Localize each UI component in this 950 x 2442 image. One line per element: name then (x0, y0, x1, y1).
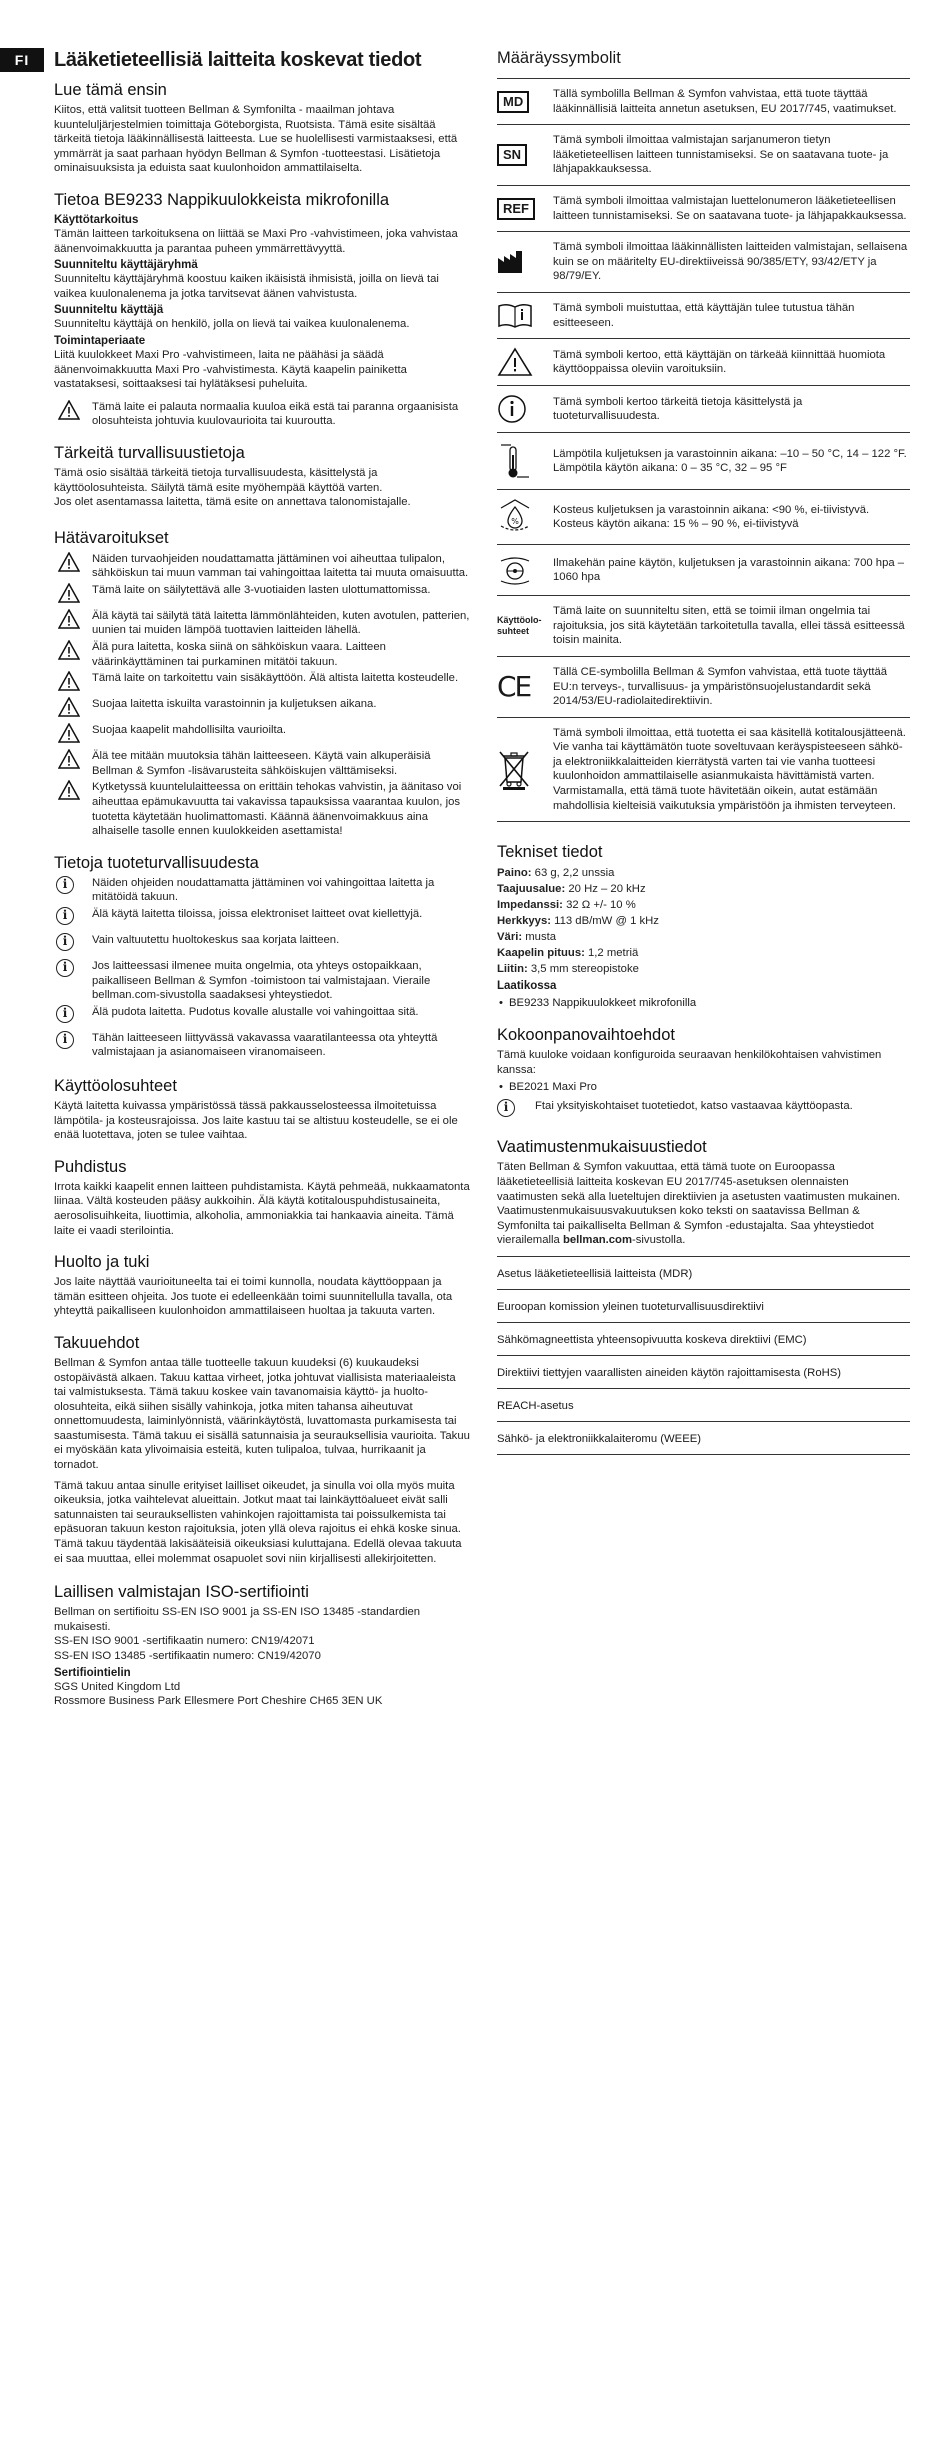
symbol-row (497, 185, 910, 231)
info-icon: i (56, 1005, 74, 1023)
compliance-item: Sähkö- ja elektroniikkalaiteromu (WEEE) (497, 1421, 910, 1455)
symbol-description: Tämä laite on suunniteltu siten, että se toimii ilman ongelmia tai rajoituksia, jos sitä käytetään tarkoitetulla tavalla, ellei tässä esitteessä toisin mainita. (553, 605, 905, 647)
principle-heading: Toimintaperiaate (54, 334, 146, 347)
principle-text: Liitä kuulokkeet Maxi Pro -vahvistimeen, laita ne päähäsi ja säädä äänenvoimakkuutta Maxi Pro -vahvistimesta. Käytä kaapelin painiketta vastataksesi, soittaaksesi tai hylätäksesi puheluita. (54, 348, 407, 391)
user-group-text: Suunniteltu käyttäjäryhmä koostuu kaiken ikäisistä ihmisistä, joilla on lievä tai vaikea kuulonalenema ja jotka tarvitsevat äänen vahvistusta. (54, 273, 439, 300)
product-safety-item: i Jos laitteessasi ilmenee muita ongelmia, ota yhteys ostopaikkaan, paikalliseen Bellman & Symfon -toimistoon tai valmistajaan. Vieraile bellman.com-sivustolla saadaksesi yhteystiedot. (54, 959, 470, 1003)
right-column (497, 48, 910, 1455)
product-safety-item: i Näiden ohjeiden noudattamatta jättäminen voi vahingoittaa laitetta ja mitätöidä takuun. (54, 876, 470, 905)
warning-triangle-icon (54, 749, 84, 773)
symbols-table (497, 78, 910, 822)
usage-conditions-icon: Käyttöolo-suhteet (497, 615, 542, 637)
purpose-heading: Käyttötarkoitus (54, 213, 139, 226)
symbol-row (497, 432, 910, 489)
temperature-icon (497, 441, 531, 481)
info-icon: i (56, 907, 74, 925)
symbol-description: Ilmakehän paine käytön, kuljetuksen ja varastoinnin aikana: 700 hpa – 1060 hpa (553, 556, 905, 584)
hazard-item: Suojaa laitetta iskuilta varastoinnin ja kuljetuksen aikana. (54, 697, 470, 721)
symbol-row (497, 292, 910, 338)
usage-text: Käytä laitetta kuivassa ympäristössä tässä pakkausselosteessa ilmoitetuissa lämpötila- ja kosteusrajoissa. Jos laite kastuu tai se altistuu kosteudelle, se ei ole enää luotettava, joten se tulee vaihtaa. (54, 1099, 458, 1142)
warning-triangle-icon (54, 609, 84, 633)
cleaning-text: Irrota kaikki kaapelit ennen laitteen puhdistamista. Käytä pehmeää, nukkaamatonta liinaa. Vältä kosteuden pääsy aukkoihin. Älä käytä kotitalouspuhdistusaineita, aerosolisuihkeita, liuottimia, alkoholia, ammoniakkia tai hankaavia aineita. Tämä laite ei vaadi sterilointia. (54, 1180, 470, 1237)
symbol-description: Tällä CE-symbolilla Bellman & Symfon vahvistaa, että tuote täyttää EU:n terveys-, turvallisuus- ja ympäristönsuojelustandardit sekä 2014/53/EU-radiolaitedirektiivin. (553, 665, 888, 708)
symbol-row (497, 595, 910, 656)
hazard-list (54, 552, 470, 839)
warning-triangle-icon (54, 583, 84, 607)
symbol-row (497, 231, 910, 292)
warranty-text-1: Bellman & Symfon antaa tälle tuotteelle takuun kuudeksi (6) kuukaudeksi ostopäivästä alkaen. Takuu kattaa virheet, jotka johtuvat viallisista materiaaleista tai valmistuksesta. Tämä takuu koskee vain tavanomaisia käyttö- ja huolto-olosuhteita, eikä siihen sisälly vahinkoja, jotka miten tahansa aiheutuvat onnettomuudesta, laiminlyönnistä, väärinkäytöstä, luvattomasta purkamisesta tai saastumisesta. Tämä takuu ei sisällä satunnaisia ja seurauksellisia vaurioita. Takuu ei myöskään kata ylivoimaisia esteitä, kuten tulipaloa, tulvaa, hurrikaanit ja tornadot. (54, 1356, 470, 1472)
weee-bin-icon (497, 748, 531, 790)
compliance-text: Täten Bellman & Symfon vakuuttaa, että tämä tuote on Euroopassa lääketieteellisiä laitteita koskevan EU 2017/745-asetuksen olennaisten vaatimusten sekä alla lueteltujen direktiivien ja asetusten vaatimusten mukainen. Vaatimustenmukaisuusvakuutuksen koko teksti on saatavissa Bellman & Symfonilta tai paikalliselta Bellman & Symfon -edustajalta. Saa yhteystiedot vierailemalla bellman.com-sivustolla. (497, 1161, 901, 1247)
info-icon (497, 394, 527, 424)
product-safety-item: i Vain valtuutettu huoltokeskus saa korjata laitteen. (54, 933, 470, 957)
warning-triangle-icon (54, 697, 84, 721)
product-info-heading: Tietoa BE9233 Nappikuulokkeista mikrofonilla (54, 190, 390, 209)
spec-frequency: Taajuusalue: 20 Hz – 20 kHz (497, 883, 646, 896)
cert-body-heading: Sertifiointielin (54, 1666, 131, 1679)
iso-text-2: SS-EN ISO 9001 -sertifikaatin numero: CN19/42071 (54, 1635, 315, 1648)
safety-text-2: Jos olet asentamassa laitetta, tämä esite on annettava talonomistajalle. (54, 496, 411, 509)
symbol-row (497, 489, 910, 544)
spec-impedance: Impedanssi: 32 Ω +/- 10 % (497, 899, 636, 912)
in-box-heading: Laatikossa (497, 980, 557, 993)
in-box-item: • BE9233 Nappikuulokkeet mikrofonilla (497, 995, 910, 1011)
safety-text-1: Tämä osio sisältää tärkeitä tietoja turvallisuudesta, käsittelystä ja käyttöolosuhteista. Säilytä tämä esite myöhempää käyttöä varten. (54, 466, 383, 494)
warning-triangle-icon (54, 640, 84, 664)
info-icon: i (56, 876, 74, 894)
spec-connector: Liitin: 3,5 mm stereopistoke (497, 963, 639, 976)
compliance-item: Euroopan komission yleinen tuoteturvallisuusdirektiivi (497, 1289, 910, 1322)
symbol-description: Tämä symboli ilmoittaa, että tuotetta ei saa käsitellä kotitalousjätteenä. Vie vanha tai käyttämätön tuote soveltuvaan keräyspisteeseen sähkö- ja elektroniikkalaitteiden kierrätystä varten tai vie vanha tuotteesi kuulonhoidon ammattilaiselle asianmukaista hävittämistä varten. Varmistamalla, että tämä tuote hävitetään oikein, autat estämään mahdollisia kielteisiä vaikutuksia ympäristöön ja ihmisten terveyteen. (553, 726, 906, 812)
hazards-heading: Hätävaroitukset (54, 528, 169, 547)
sn-symbol-icon: SN (497, 144, 527, 166)
compliance-item: Asetus lääketieteellisiä laitteista (MDR) (497, 1256, 910, 1289)
warning-triangle-icon (54, 780, 84, 804)
ce-mark-icon: CE (497, 670, 531, 704)
svg-text:%: % (511, 517, 519, 527)
left-column (54, 48, 470, 1709)
symbol-description: Tämä symboli kertoo tärkeitä tietoja käsittelystä ja tuoteturvallisuudesta. (553, 395, 803, 423)
warning-triangle-icon (54, 723, 84, 747)
symbol-row (497, 656, 910, 717)
hazard-item: Tämä laite on tarkoitettu vain sisäkäyttöön. Älä altista laitetta kosteudelle. (54, 671, 470, 695)
hazard-item: Tämä laite on säilytettävä alle 3-vuotiaiden lasten ulottumattomissa. (54, 583, 470, 607)
warning-triangle-icon (54, 552, 84, 576)
hazard-item: Suojaa kaapelit mahdollisilta vaurioilta. (54, 723, 470, 747)
product-safety-heading: Tietoja tuoteturvallisuudesta (54, 853, 259, 872)
language-tab: FI (0, 48, 44, 72)
intended-user-text: Suunniteltu käyttäjä on henkilö, jolla on lievä tai vaikea kuulonalenema. (54, 318, 410, 331)
config-text: Tämä kuuloke voidaan konfiguroida seuraavan henkilökohtaisen vahvistimen kanssa: (497, 1049, 882, 1076)
info-icon: i (56, 933, 74, 951)
symbol-row (497, 385, 910, 432)
config-item: • BE2021 Maxi Pro (497, 1079, 910, 1095)
md-symbol-icon: MD (497, 91, 529, 113)
spec-cable: Kaapelin pituus: 1,2 metriä (497, 947, 639, 960)
warranty-heading: Takuuehdot (54, 1333, 140, 1352)
warning-triangle-icon (54, 671, 84, 695)
safety-heading: Tärkeitä turvallisuustietoja (54, 443, 245, 462)
cleaning-heading: Puhdistus (54, 1157, 127, 1176)
hearing-warning: Tämä laite ei palauta normaalia kuuloa eikä estä tai paranna orgaanisista olosuhteista johtuvia kuulovaurioita tai kuuroutta. (54, 400, 470, 429)
page-title: Lääketieteellisiä laitteita koskevat tiedot (54, 49, 422, 71)
symbol-description: Kosteus kuljetuksen ja varastoinnin aikana: <90 %, ei-tiivistyvä. Kosteus käytön aikana: 15 % – 90 %, ei-tiivistyvä (553, 503, 870, 531)
iso-text-1: Bellman on sertifioitu SS-EN ISO 9001 ja SS-EN ISO 13485 -standardien mukaisesti. (54, 1606, 421, 1633)
user-group-heading: Suunniteltu käyttäjäryhmä (54, 259, 198, 272)
read-first-body: Kiitos, että valitsit tuotteen Bellman & Symfonilta - maailman johtava kuunteluljärjestelmien toimittaja Göteborgista, Ruotsista. Tämä esite sisältää tärkeitä tietoja lääkinnällisestä laitteesta. Lue se huolellisesti varmistaaksesi, että ymmärrät ja saat parhaan hyödyn Bellman & Symfon -tuotteestasi. Lisätietoja ominaisuuksista ja eduista saat kuulonhoidon ammattilaiselta. (54, 104, 458, 175)
symbol-description: Tämä symboli ilmoittaa lääkinnällisten laitteiden valmistajan, sellaisena kuin se on määritelty EU-direktiiveissä 90/385/ETY, 93/42/ETY ja 98/79/EY. (553, 241, 908, 283)
symbol-row (497, 124, 910, 185)
warranty-text-2: Tämä takuu antaa sinulle erityiset lailliset oikeudet, ja sinulla voi olla myös muita oikeuksia, jotka vaihtelevat alueittain. Jotkut maat tai lainkäyttöalueet eivät salli satunnaisten tai seurauksellisten vahinkojen rajoittamista tai poissulkemista tai epäsuoran takuun keston rajoituksia, joten yllä oleva rajoitus ei ehkä koske sinua. Tämä takuu täydentää lakisääteisiä oikeuksiasi kuluttajana. Edellä olevaa takuuta ei saa muuttaa, ellei molemmat osapuolet sovi niin kirjallisesti allekirjoitetten. (54, 1479, 462, 1565)
hazard-item: Älä tee mitään muutoksia tähän laitteeseen. Käytä vain alkuperäisiä Bellman & Symfon -lisävarusteita sähköiskujen välttämiseksi. (54, 749, 470, 778)
compliance-item: Direktiivi tiettyjen vaarallisten aineiden käytön rajoittamisesta (RoHS) (497, 1355, 910, 1388)
hazard-item: Näiden turvaohjeiden noudattamatta jättäminen voi aiheuttaa tulipalon, sähköiskun tai muun vamman tai vahingoittaa laitetta tai muuta omaisuutta. (54, 552, 470, 581)
pressure-icon (497, 553, 533, 587)
symbol-row (497, 717, 910, 823)
product-safety-item: i Tähän laitteeseen liittyvässä vakavassa vaaratilanteessa ota yhteyttä valmistajaan ja asianomaiseen viranomaiseen. (54, 1031, 470, 1060)
intended-user-heading: Suunniteltu käyttäjä (54, 304, 164, 317)
symbol-description: Tämä symboli muistuttaa, että käyttäjän tulee tutustua tähän esitteeseen. (553, 301, 855, 329)
spec-sensitivity: Herkkyys: 113 dB/mW @ 1 kHz (497, 915, 659, 928)
info-icon: i (56, 1031, 74, 1049)
symbol-row (497, 544, 910, 595)
symbol-description: Tämä symboli ilmoittaa valmistajan sarjanumeron tietyn lääketieteellisen laitteen tunnistamiseksi. Se on saatavana tuote- ja lähjapakkauksessa. (553, 134, 889, 176)
iso-heading: Laillisen valmistajan ISO-sertifiointi (54, 1583, 309, 1602)
service-heading: Huolto ja tuki (54, 1253, 150, 1272)
symbols-heading: Määräyssymbolit (497, 49, 621, 67)
product-safety-list (54, 876, 470, 1060)
bellman-link[interactable]: bellman.com (562, 1234, 632, 1247)
compliance-list (497, 1256, 910, 1455)
product-safety-item: i Älä käytä laitetta tiloissa, joissa elektroniset laitteet ovat kiellettyjä. (54, 907, 470, 931)
read-first-heading: Lue tämä ensin (54, 81, 167, 99)
hazard-item: Kytketyssä kuuntelulaitteessa on erittäin tehokas vahvistin, ja äänitaso voi aiheuttaa epämukavuutta tai vakavissa tapauksissa vaarantaa kuulon, jos tuotetta käytetään huolimattomasti. Käännä äänenvoimakkuus aina alhaiselle tasolle ennen kuulokkeiden asettamista! (54, 780, 470, 838)
compliance-item: Sähkömagneettista yhteensopivuutta koskeva direktiivi (EMC) (497, 1322, 910, 1355)
symbol-row (497, 78, 910, 124)
spec-weight: Paino: 63 g, 2,2 unssia (497, 867, 615, 880)
tech-specs (497, 865, 910, 1011)
symbol-description: Tällä symbolilla Bellman & Symfon vahvistaa, että tuote täyttää lääkinnällisiä laitteita annetun asetuksen, EU 2017/745, vaatimukset. (553, 88, 897, 115)
usage-heading: Käyttöolosuhteet (54, 1076, 177, 1095)
config-note: i Ftai yksityiskohtaiset tuotetiedot, katso vastaavaa käyttöopasta. (497, 1099, 910, 1123)
manufacturer-icon (497, 250, 531, 274)
humidity-icon (497, 498, 533, 536)
tech-heading: Tekniset tiedot (497, 843, 603, 862)
ref-symbol-icon: REF (497, 198, 535, 220)
product-safety-item: i Älä pudota laitetta. Pudotus kovalle alustalle voi vahingoittaa sitä. (54, 1005, 470, 1029)
service-text: Jos laite näyttää vaurioituneelta tai ei toimi kunnolla, noudata käyttöoppaan ja tämän esitteen ohjeita. Jos tuote ei edelleenkään toimi suunnitellulla tavalla, ota yhteyttä paikalliseen kuulonhoidon ammattilaiseen huoltaa ja takuuta varten. (54, 1276, 453, 1318)
config-heading: Kokoonpanovaihtoehdot (497, 1026, 675, 1045)
cert-body-address: Rossmore Business Park Ellesmere Port Cheshire CH65 3EN UK (54, 1695, 383, 1708)
info-icon: i (56, 959, 74, 977)
info-icon: i (497, 1099, 515, 1117)
symbol-description: Tämä symboli ilmoittaa valmistajan luettelonumeron lääketieteellisen laitteen tunnistamiseksi. Se on saatavana tuote- ja lähjapakkauksessa. (553, 194, 907, 222)
warning-triangle-icon (54, 400, 84, 424)
iso-text-3: SS-EN ISO 13485 -sertifikaatin numero: CN19/42070 (54, 1650, 321, 1662)
cert-body-name: SGS United Kingdom Ltd (54, 1680, 181, 1693)
hazard-item: Älä pura laitetta, koska siinä on sähköiskun vaara. Laitteen väärinkäyttäminen tai purkaminen mitätöi takuun. (54, 640, 470, 669)
compliance-heading: Vaatimustenmukaisuustiedot (497, 1138, 707, 1157)
symbol-row (497, 338, 910, 385)
caution-icon (497, 347, 533, 377)
purpose-text: Tämän laitteen tarkoituksena on liittää se Maxi Pro -vahvistimeen, joka vahvistaa äänenvoimakkuutta ja parantaa puheen ymmärrettävyyttä. (54, 227, 458, 255)
symbol-description: Lämpötila kuljetuksen ja varastoinnin aikana: –10 – 50 °C, 14 – 122 °F. Lämpötila käytön aikana: 0 – 35 °C, 32 – 95 °F (553, 447, 907, 475)
consult-instructions-icon (497, 303, 533, 329)
compliance-item: REACH-asetus (497, 1388, 910, 1421)
hazard-item: Älä käytä tai säilytä tätä laitetta lämmönlähteiden, kuten avotulen, patterien, uunien tai muiden lämpöä tuottavien laitteiden lähellä. (54, 609, 470, 638)
spec-color: Väri: musta (497, 931, 557, 944)
symbol-description: Tämä symboli kertoo, että käyttäjän on tärkeää kiinnittää huomiota käyttöoppaissa oleviin varoituksiin. (553, 348, 886, 376)
